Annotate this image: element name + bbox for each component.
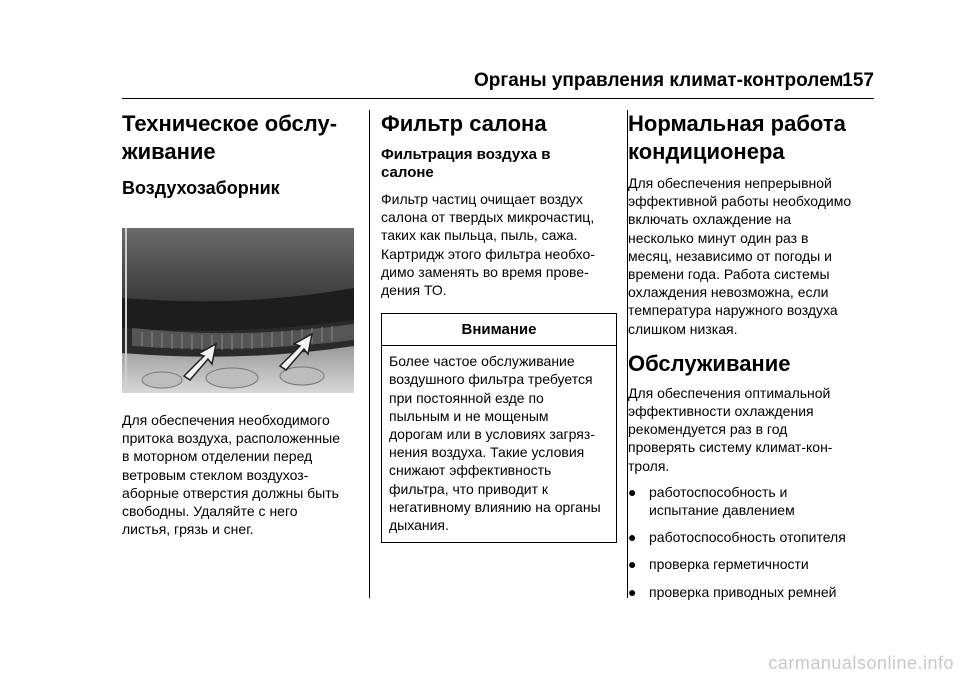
- page-header: [122, 70, 874, 100]
- header-rule: [122, 98, 874, 99]
- column-divider-1: [369, 110, 370, 598]
- heading-air-filtration: Фильтрация воздуха в салоне: [381, 146, 551, 181]
- column-cabin-filter: [381, 110, 617, 543]
- ac-operation-paragraph: Для обеспечения непрерывной эффективной работы необходимо включать охлаждение на несколько минут один раз в месяц, независимо от погоды и времени года. Работа системы охлаждения невозможна, если температура наружного воздуха слишком низкая.: [628, 175, 852, 337]
- bullet-icon: ●: [628, 483, 637, 500]
- service-checklist: [628, 483, 876, 601]
- heading-maintenance: Техническое обслу- живание: [122, 111, 338, 164]
- heading-service: Обслуживание: [628, 350, 791, 376]
- notice-title: Внимание: [382, 314, 616, 346]
- notice-body: Более частое обслуживание воздушного фильтра требуется при постоянной езде по пыльным и не мощеным дорогам или в условиях загряз- нения воздуха. Такие условия снижают эффективность фильтра, что приводит к негативному влиянию на органы дыхания.: [389, 353, 601, 534]
- page-number: 157: [842, 70, 874, 91]
- air-intake-paragraph: Для обеспечения необходимого притока воздуха, расположенные в моторном отделении перед ветровым стеклом воздухоз- аборные отверстия должны быть свободны. Удаляйте с него листья, грязь и снег.: [122, 412, 340, 538]
- bullet-icon: ●: [628, 529, 637, 546]
- bullet-icon: ●: [628, 583, 637, 600]
- list-item: ● работоспособность и испытание давлением: [628, 483, 795, 519]
- air-intake-photo: [122, 228, 354, 393]
- list-item: ● проверка приводных ремней: [628, 583, 837, 600]
- heading-ac-normal-operation: Нормальная работа кондиционера: [628, 111, 846, 164]
- cabin-filter-paragraph: Фильтр частиц очищает воздух салона от твердых микрочастиц, таких как пыльца, пыль, сажа. Картридж этого фильтра необхо- димо заменять во время прове- дения ТО.: [381, 191, 595, 299]
- section-title: Органы управления климат-контролем: [474, 70, 844, 91]
- heading-cabin-filter: Фильтр салона: [381, 111, 547, 136]
- list-item: ● проверка герметичности: [628, 556, 809, 573]
- heading-air-intake: Воздухозаборник: [122, 178, 280, 198]
- column-ac-operation: [628, 110, 876, 610]
- list-item: ● работоспособность отопителя: [628, 529, 846, 546]
- bullet-icon: ●: [628, 556, 637, 573]
- watermark: carmanualsonline.info: [768, 653, 954, 673]
- service-paragraph: Для обеспечения оптимальной эффективности охлаждения рекомендуется раз в год проверять систему климат-кон- троля.: [628, 384, 833, 474]
- notice-box: [381, 313, 617, 543]
- column-maintenance: [122, 110, 358, 538]
